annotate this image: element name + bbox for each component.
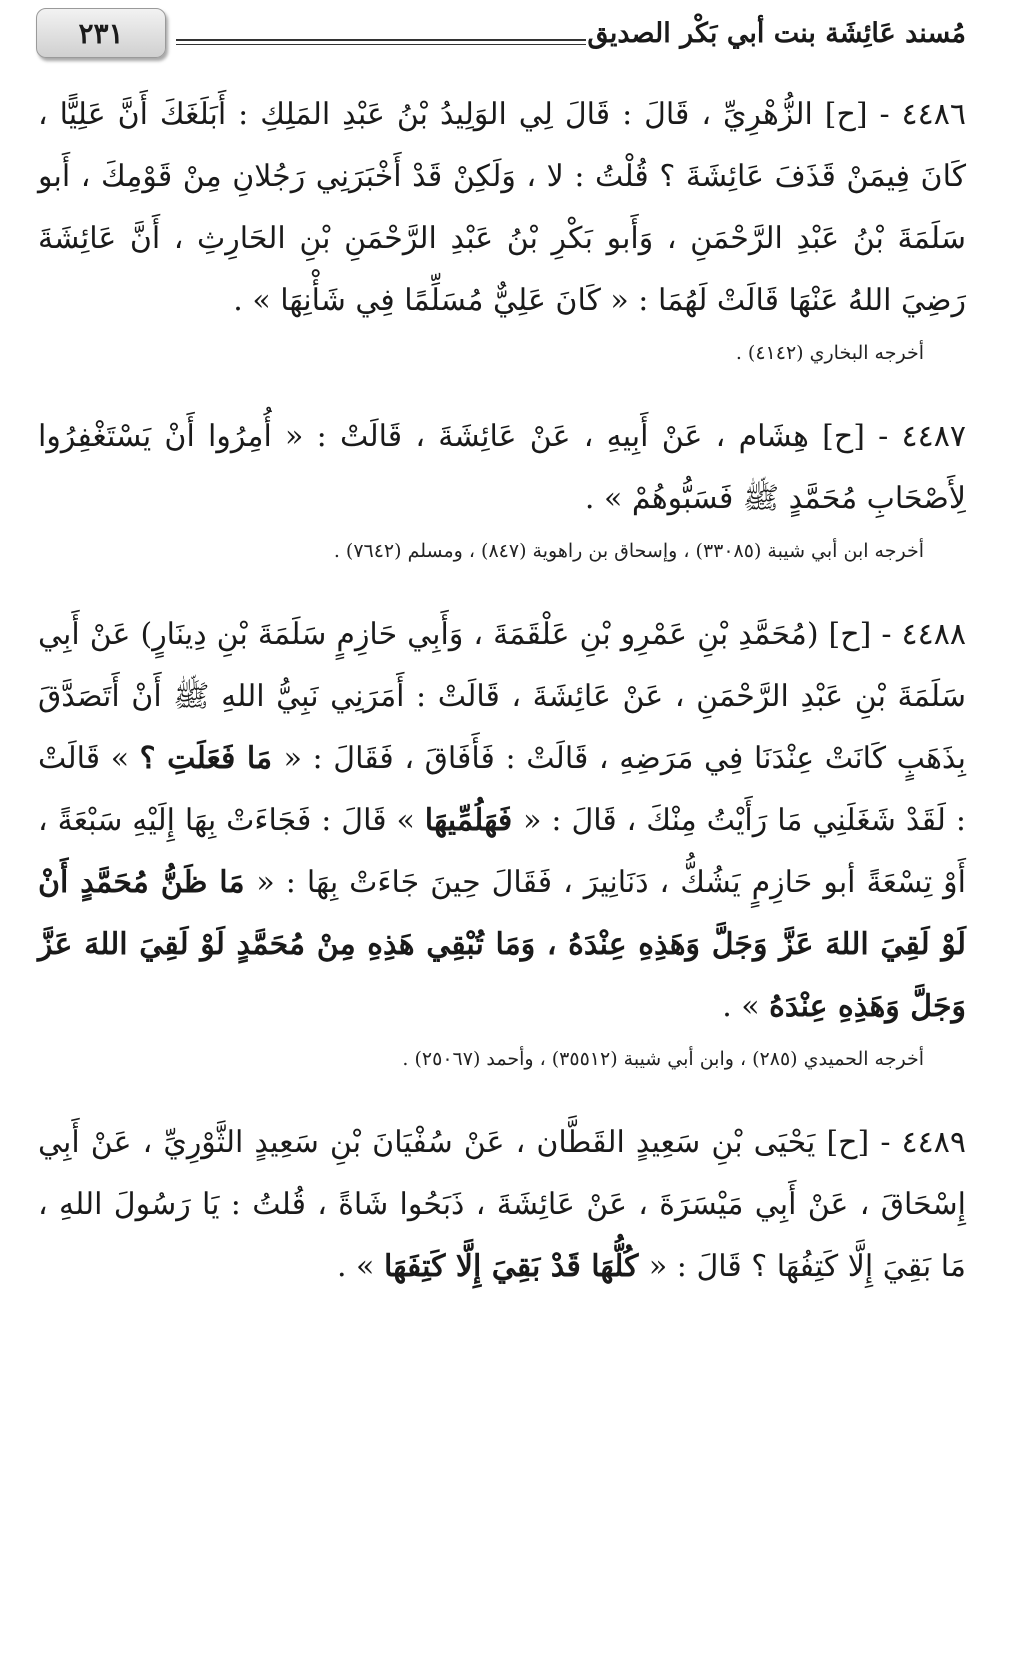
hadith-quote: فَهَلُمِّيهَا [424,803,524,838]
hadith-4486 [38,84,966,332]
page-header [36,8,966,64]
hadith-text: » . [336,1249,384,1284]
hadith-number: ٤٤٨٧ [901,419,966,454]
hadith-number: ٤٤٨٨ [901,617,966,652]
hadith-number: ٤٤٨٦ [901,97,966,132]
page-content [38,84,966,1298]
hadith-quote: كُلُّهَا قَدْ بَقِيَ إِلَّا كَتِفَهَا [383,1249,649,1284]
hadith-quote: مَا فَعَلَتِ ؟ [139,741,284,776]
hadith-text: » قَالَ : فَجَاءَتْ بِهَا إِلَيْهِ سَبْعَةً ، أَوْ تِسْعَةً أبو حَازِمٍ يَشُكُّ ، دَنَانِيرَ ، فَقَالَ حِينَ جَاءَتْ بِهَا : « [38,803,966,900]
hadith-takhrij: أخرجه ابن أبي شيبة (٣٣٠٨٥) ، وإسحاق بن راهوية (٨٤٧) ، ومسلم (٧٦٤٢) . [333,540,924,562]
header-rule [176,39,586,45]
hadith-takhrij: أخرجه الحميدي (٢٨٥) ، وابن أبي شيبة (٣٥٥١٢) ، وأحمد (٢٥٠٦٧) . [402,1048,924,1070]
hadith-text: » قَالَتْ : لَقَدْ شَغَلَنِي مَا رَأَيْتُ مِنْكَ ، قَالَ : « [38,741,966,838]
page-number: ٢٣١ [78,16,124,50]
hadith-text: - [ح] الزُّهْرِيِّ ، قَالَ : قَالَ لِي الوَلِيدُ بْنُ عَبْدِ المَلِكِ : أَبَلَغَكَ أَنَّ عَلِيًّا ، كَانَ فِيمَنْ قَذَفَ عَائِشَةَ ؟ قُلْتُ : لا ، وَلَكِنْ قَدْ أَخْبَرَنِي رَجُلانِ مِنْ قَوْمِكَ ، أَبو سَلَمَةَ بْنُ عَبْدِ الرَّحْمَنِ ، وَأَبو بَكْرِ بْنُ عَبْدِ الرَّحْمَنِ بْنِ الحَارِثِ ، أَنَّ عَائِشَةَ رَضِيَ اللهُ عَنْهَا قَالَتْ لَهُمَا : « كَانَ عَلِيٌّ مُسَلِّمًا فِي شَأْنِهَا » . [38,97,966,318]
hadith-quote: مَا ظَنُّ مُحَمَّدٍ أَنْ لَوْ لَقِيَ اللهَ عَزَّ وَجَلَّ وَهَذِهِ عِنْدَهُ ، وَمَا تُبْقِي هَذِهِ مِنْ مُحَمَّدٍ لَوْ لَقِيَ اللهَ عَزَّ وَجَلَّ وَهَذِهِ عِنْدَهُ [38,865,966,1024]
running-title: مُسند عَائِشَة بنت أبي بَكْر الصديق [587,18,966,49]
hadith-text: - [ح] يَحْيَى بْنِ سَعِيدٍ القَطَّان ، عَنْ سُفْيَانَ بْنِ سَعِيدٍ الثَّوْرِيِّ ، عَنْ أَبِي إِسْحَاقَ ، عَنْ أَبِي مَيْسَرَةَ ، عَنْ عَائِشَةَ ، ذَبَحُوا شَاةً ، قُلتُ : يَا رَسُولَ اللهِ ، مَا بَقِيَ إِلَّا كَتِفُهَا ؟ قَالَ : « [38,1125,966,1284]
hadith-4487 [38,406,966,530]
hadith-text: - [ح] (مُحَمَّدِ بْنِ عَمْرِو بْنِ عَلْقَمَةَ ، وَأَبِي حَازِمٍ سَلَمَةَ بْنِ دِينَارٍ) عَنْ أَبِي سَلَمَةَ بْنِ عَبْدِ الرَّحْمَنِ ، عَنْ عَائِشَةَ ، قَالَتْ : أَمَرَنِي نَبِيُّ اللهِ ﷺ أَنْ أَتَصَدَّقَ بِذَهَبٍ كَانَتْ عِنْدَنَا فِي مَرَضِهِ ، قَالَتْ : فَأَفَاقَ ، فَقَالَ : « [38,617,966,776]
page-number-badge [36,8,166,58]
hadith-number: ٤٤٨٩ [901,1125,966,1160]
hadith-takhrij: أخرجه البخاري (٤١٤٢) . [735,342,924,364]
hadith-text: » . [722,989,770,1024]
hadith-text: - [ح] هِشَام ، عَنْ أَبِيهِ ، عَنْ عَائِشَةَ ، قَالَتْ : « أُمِرُوا أَنْ يَسْتَغْفِرُوا لِأَصْحَابِ مُحَمَّدٍ ﷺ فَسَبُّوهُمْ » . [38,419,966,516]
hadith-4488 [38,604,966,1038]
hadith-4489 [38,1112,966,1298]
